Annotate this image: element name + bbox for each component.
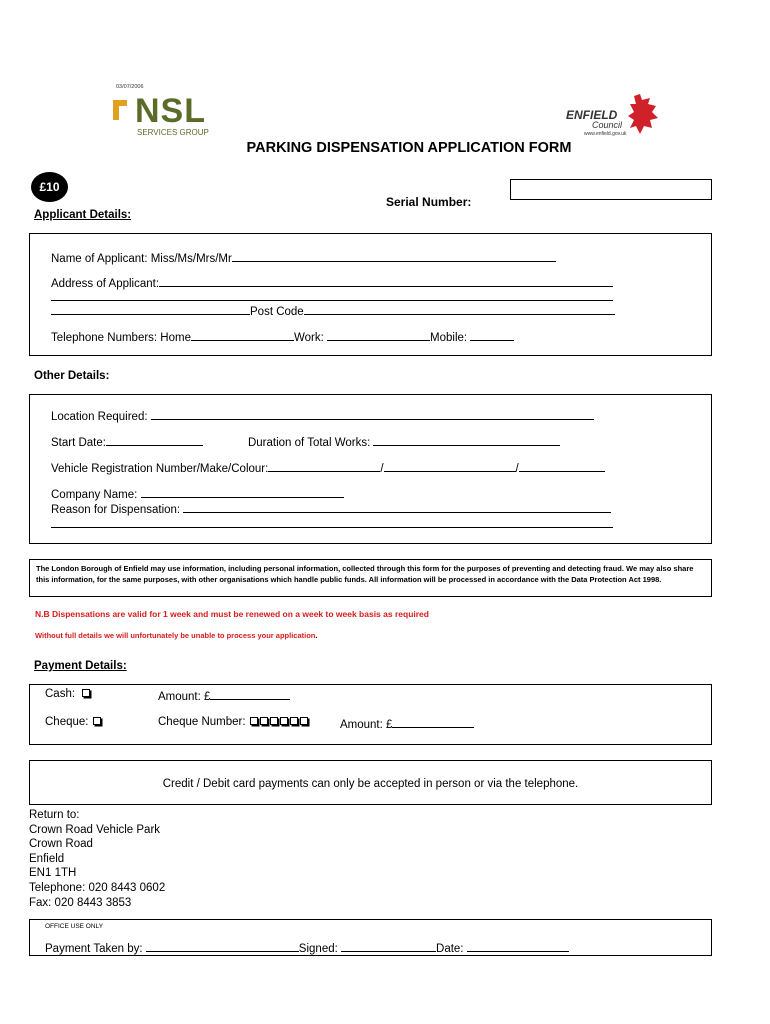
serial-number-field[interactable]: [510, 179, 712, 200]
location-label: Location Required:: [51, 411, 148, 423]
full-details-notice: [35, 631, 317, 640]
dates-row: [51, 434, 560, 449]
enfield-council: Council: [592, 120, 623, 130]
vehicle-slash-2: /: [515, 463, 519, 475]
cheque-amount-field[interactable]: [392, 716, 474, 728]
cheque-digit-4-box[interactable]: [280, 717, 288, 725]
card-payment-notice-box: [29, 760, 712, 805]
cash-amount-label: Amount: £: [158, 691, 211, 703]
form-title: PARKING DISPENSATION APPLICATION FORM: [246, 140, 572, 156]
cash-label: Cash:: [45, 688, 76, 700]
applicant-details-heading: Applicant Details:: [34, 209, 132, 221]
telephone-mobile-label: Mobile:: [430, 332, 468, 344]
return-to-label: Return to:: [29, 809, 80, 821]
date-label: Date:: [436, 943, 464, 955]
start-date-field[interactable]: [106, 434, 203, 446]
address-field-2[interactable]: [51, 300, 613, 301]
payment-taken-label: Payment Taken by:: [45, 943, 143, 955]
cash-amount-field[interactable]: [210, 688, 290, 700]
fee-badge: £10: [31, 172, 68, 202]
enfield-name: ENFIELD: [566, 108, 618, 122]
return-address-line-4: EN1 1TH: [29, 867, 77, 880]
applicant-name-label: Name of Applicant: Miss/Ms/Mrs/Mr: [51, 253, 232, 265]
return-telephone: Telephone: 020 8443 0602: [29, 881, 166, 894]
location-field[interactable]: [151, 408, 594, 420]
cheque-digit-3-box[interactable]: [270, 717, 278, 725]
enfield-logo: [566, 92, 662, 142]
company-field[interactable]: [141, 486, 344, 498]
cheque-amount-row: [340, 716, 474, 731]
duration-field[interactable]: [373, 434, 560, 446]
office-use-label: OFFICE USE ONLY: [45, 923, 104, 930]
return-fax: Fax: 020 8443 3853: [29, 896, 132, 909]
cheque-checkbox[interactable]: [93, 717, 101, 725]
cheque-digit-5-box[interactable]: [290, 717, 298, 725]
vehicle-row: [51, 460, 605, 475]
date-code: 03/07/2006: [116, 84, 144, 90]
payment-details-heading: Payment Details:: [34, 660, 127, 672]
postcode-row: [51, 303, 615, 318]
return-address-line-3: Enfield: [29, 852, 65, 865]
nsl-logo-text: NSL: [135, 92, 206, 130]
telephone-home-field[interactable]: [191, 329, 294, 341]
location-row: [51, 408, 594, 423]
vehicle-reg-field[interactable]: [268, 460, 380, 472]
telephone-work-field[interactable]: [327, 329, 430, 341]
cheque-row: [45, 716, 102, 728]
address-label: Address of Applicant:: [51, 278, 160, 290]
cheque-amount-label: Amount: £: [340, 719, 393, 731]
nsl-logo-subtext: SERVICES GROUP: [137, 128, 209, 137]
other-details-heading: Other Details:: [34, 370, 110, 382]
office-use-row: [45, 940, 569, 955]
privacy-notice: The London Borough of Enfield may use information, including personal information, collected through this form for the purposes of preventing and detecting fraud. We may also share this information, for the same purposes, with other organisations which handle public funds. All information will be processed in accordance with the Data Protection Act 1998.: [29, 559, 712, 597]
enfield-url: www.enfield.gov.uk: [584, 131, 627, 137]
applicant-name-field[interactable]: [232, 250, 556, 262]
cheque-number-row: [158, 716, 309, 728]
cheque-number-label: Cheque Number:: [158, 716, 246, 728]
telephone-work-label: Work:: [294, 332, 324, 344]
telephone-home-label: Telephone Numbers: Home: [51, 332, 191, 344]
reason-field-1[interactable]: [183, 501, 611, 513]
full-details-notice-dot: .: [315, 631, 318, 640]
reason-field-2[interactable]: [51, 527, 613, 528]
address-field-3[interactable]: [51, 303, 250, 315]
full-details-notice-text: Without full details we will unfortunately be unable to process your application: [35, 631, 316, 640]
company-label: Company Name:: [51, 489, 138, 501]
nsl-arrow-icon: [111, 98, 133, 122]
nsl-logo: [111, 92, 226, 142]
signed-field[interactable]: [341, 940, 436, 952]
vehicle-label: Vehicle Registration Number/Make/Colour:: [51, 463, 269, 475]
duration-label: Duration of Total Works:: [247, 437, 371, 449]
return-address-line-1: Crown Road Vehicle Park: [29, 823, 161, 836]
cheque-label: Cheque:: [45, 716, 89, 728]
reason-label: Reason for Dispensation:: [51, 504, 181, 516]
cheque-digit-2-box[interactable]: [260, 717, 268, 725]
reason-row: [51, 501, 611, 516]
cheque-digit-6-box[interactable]: [300, 717, 308, 725]
cheque-digit-1-box[interactable]: [250, 717, 258, 725]
address-field-1[interactable]: [159, 275, 613, 287]
address-row: [51, 275, 613, 290]
return-address-line-2: Crown Road: [29, 838, 93, 851]
applicant-name-row: [51, 250, 556, 265]
start-date-label: Start Date:: [51, 437, 106, 449]
signed-label: Signed:: [298, 943, 338, 955]
serial-number-label: Serial Number:: [386, 195, 472, 209]
telephone-row: [51, 329, 514, 344]
payment-taken-field[interactable]: [146, 940, 299, 952]
enfield-dragon-icon: [626, 92, 660, 136]
validity-notice: N.B Dispensations are valid for 1 week and must be renewed on a week to week basis as required: [35, 609, 429, 619]
cash-row: [45, 688, 91, 700]
date-field[interactable]: [467, 940, 569, 952]
return-address: [29, 808, 165, 910]
payment-details-box: [29, 684, 712, 745]
cash-checkbox[interactable]: [82, 689, 90, 697]
vehicle-colour-field[interactable]: [519, 460, 605, 472]
telephone-mobile-field[interactable]: [470, 329, 514, 341]
company-row: [51, 486, 344, 501]
postcode-label: Post Code: [250, 306, 304, 318]
vehicle-slash-1: /: [380, 463, 384, 475]
cash-amount-row: [158, 688, 290, 703]
vehicle-make-field[interactable]: [384, 460, 516, 472]
card-payment-notice: Credit / Debit card payments can only be accepted in person or via the telephone.: [162, 778, 579, 790]
postcode-field[interactable]: [304, 303, 615, 315]
